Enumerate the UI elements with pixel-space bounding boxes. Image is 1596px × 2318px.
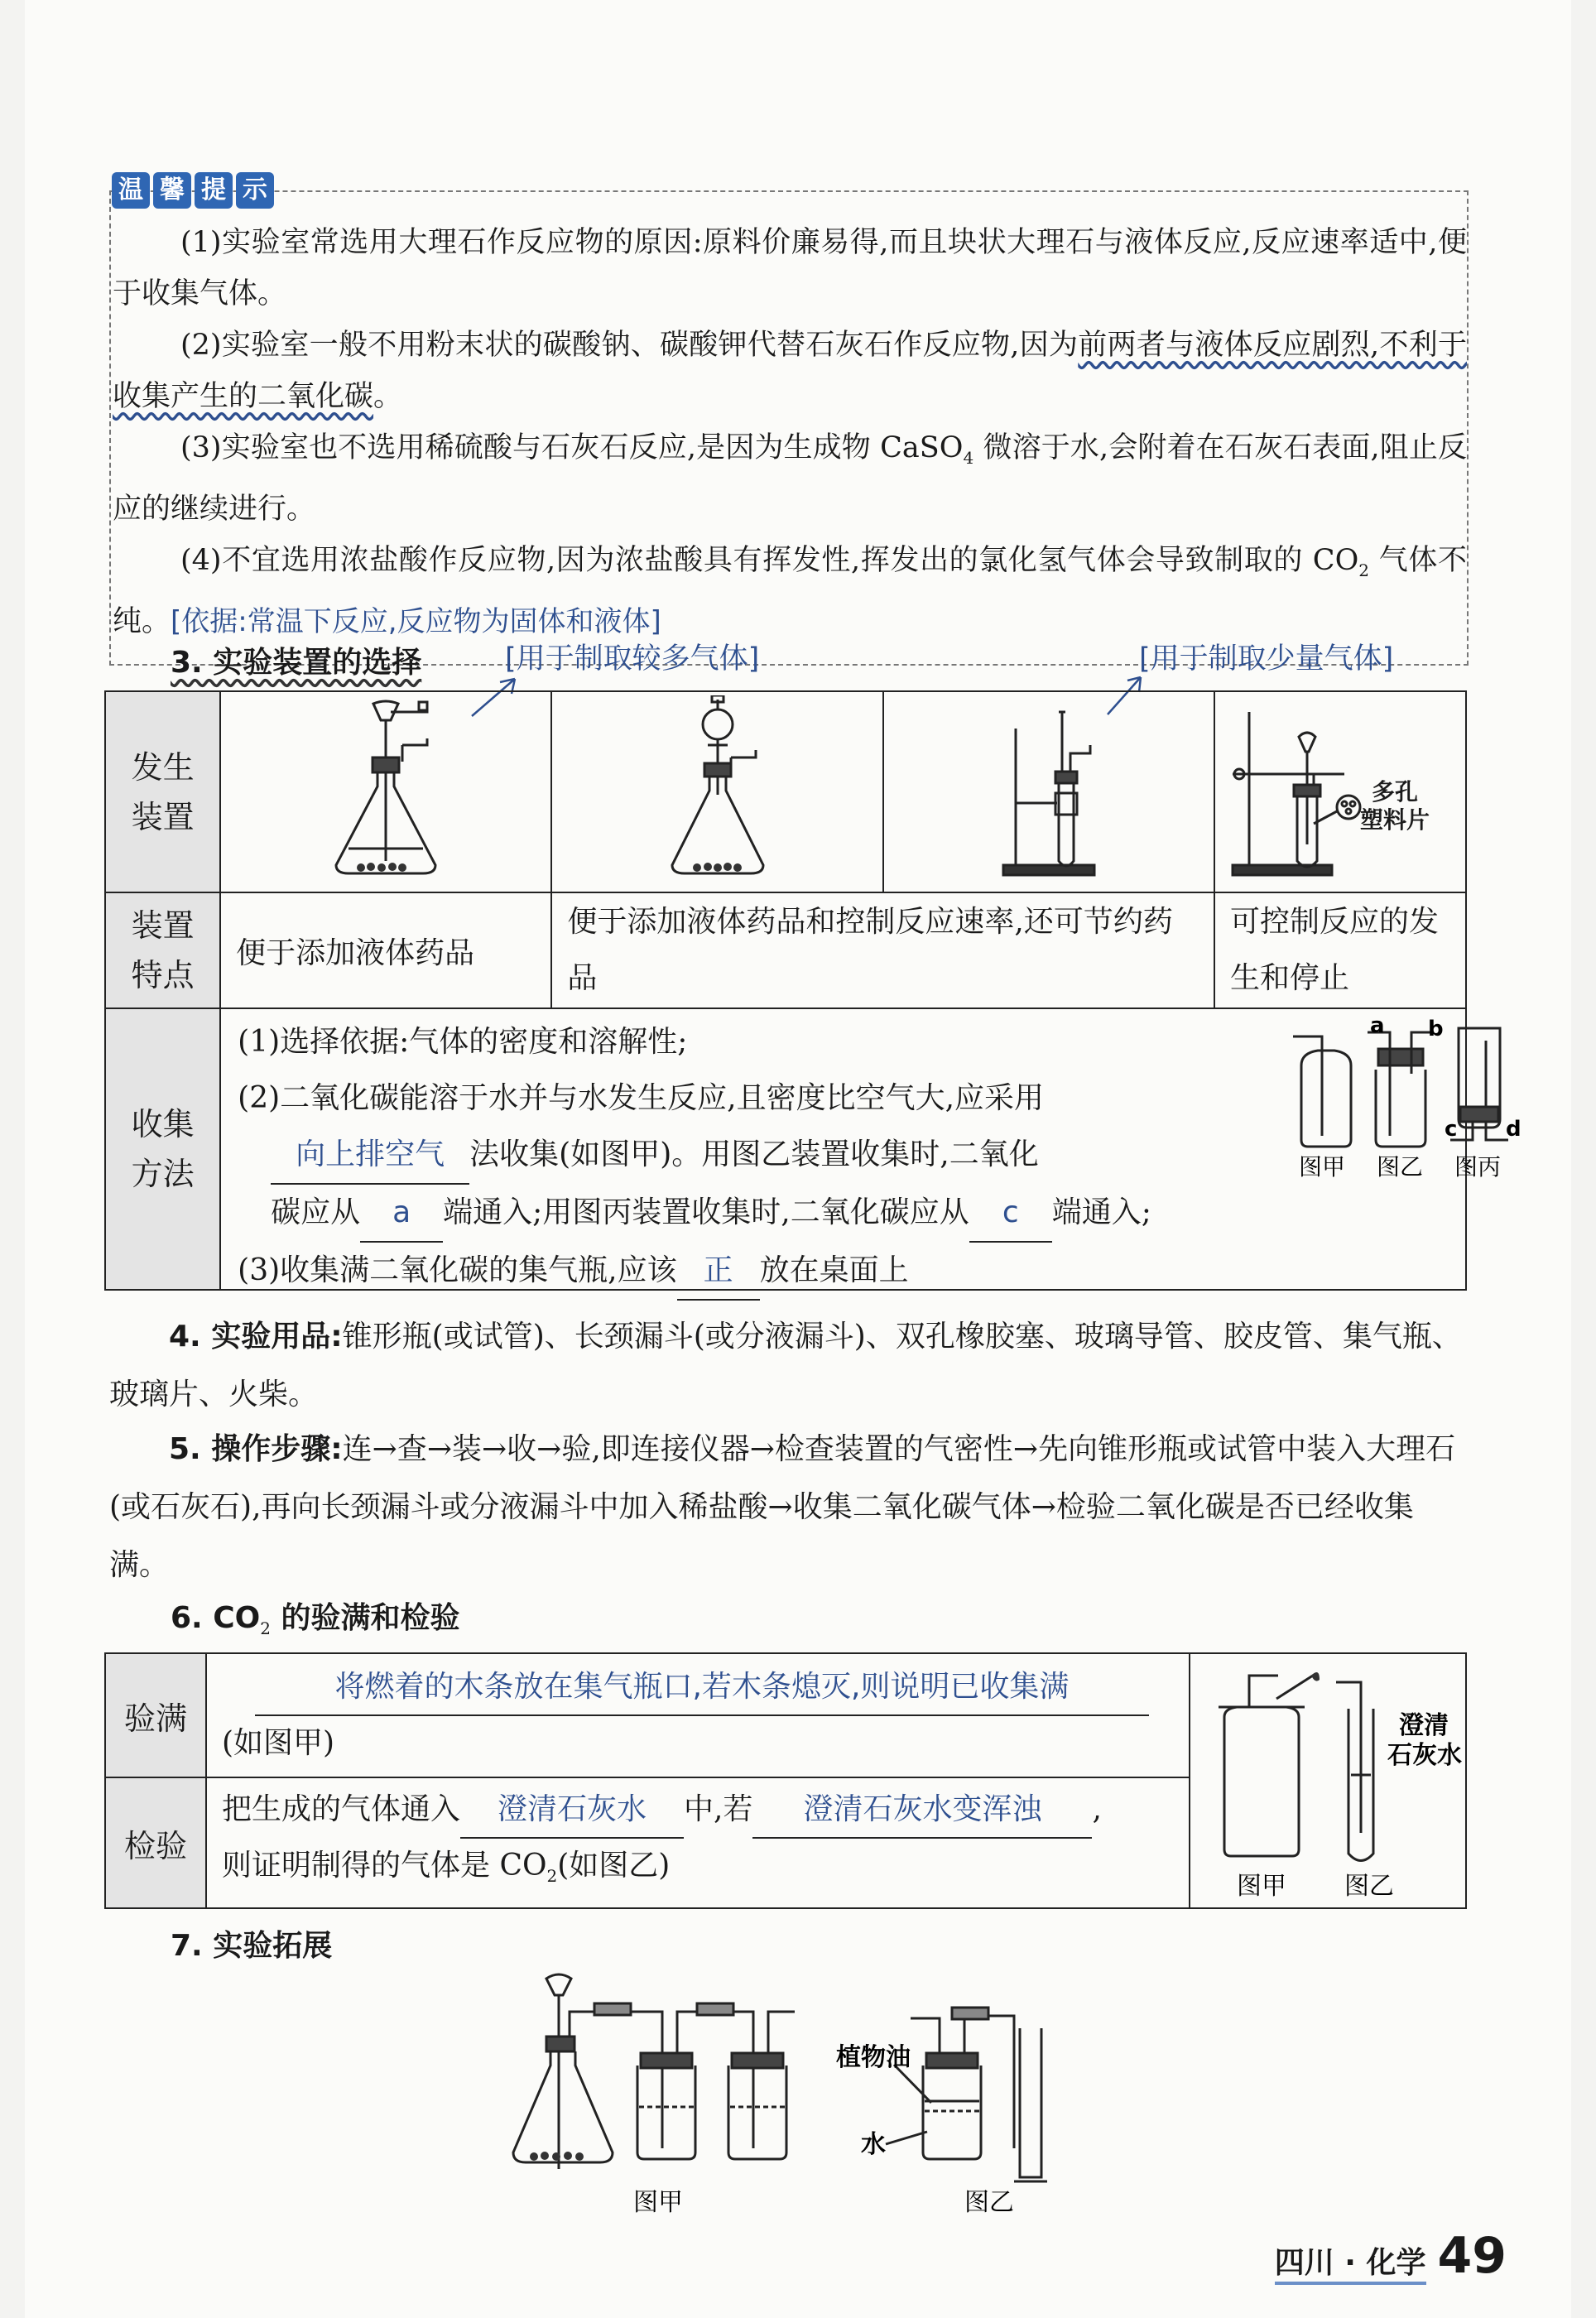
row-test-content — [206, 1777, 1190, 1908]
feature-2: 便于添加液体药品和控制反应速率,还可节约药品 — [551, 892, 1214, 1008]
tips-badge-char: 馨 — [153, 172, 191, 209]
section-7-title: 7. 实验拓展 — [171, 1929, 333, 1963]
section-3-title — [171, 639, 421, 681]
porous-plate-label: 多孔 塑料片 — [1360, 778, 1430, 834]
note-left: [用于制取较多气体] — [505, 642, 760, 676]
answer-port-c: c — [969, 1185, 1052, 1243]
test-r2d: 则证明制得的气体是 CO — [222, 1848, 547, 1883]
tips-p1: (1)实验室常选用大理石作反应物的原因:原料价廉易得,而且块状大理石与液体反应,反应速率适中,便于收集气体。 — [113, 226, 1467, 310]
answer-upward-air: 向上排空气 — [271, 1127, 469, 1185]
section-5 — [109, 1421, 1467, 1594]
fig-label: 图丙 — [1454, 1153, 1502, 1181]
footer-region: 四川 · 化学 — [1275, 2239, 1426, 2285]
answer-turbid: 澄清石灰水变浑浊 — [752, 1782, 1092, 1839]
answer-upright: 正 — [677, 1243, 760, 1301]
tips-badge-char: 提 — [195, 172, 233, 209]
section-5-title: 5. 操作步骤: — [169, 1432, 343, 1466]
test-line-1 — [222, 1782, 1174, 1839]
page-footer — [1275, 2227, 1507, 2285]
conical-flask-separatory-funnel-diagram — [635, 695, 800, 886]
collect-c3a: (3)收集满二氧化碳的集气瓶,应该 — [238, 1253, 677, 1287]
fig-label: 图乙 — [1344, 1872, 1394, 1899]
tips-p3 — [113, 422, 1467, 535]
collect-c3b: 放在桌面上 — [759, 1253, 909, 1287]
feature-3: 可控制反应的发生和停止 — [1214, 892, 1466, 1008]
tips-p4-note: [依据:常温下反应,反应物为固体和液体] — [171, 605, 661, 638]
fig-label: 图甲 — [1237, 1872, 1286, 1899]
row-test-head: 检验 — [105, 1777, 206, 1908]
tips-p4-text2: 气体不纯。 — [113, 544, 1467, 638]
section-4-title: 4. 实验用品: — [169, 1320, 343, 1354]
port-c: c — [1445, 1117, 1458, 1142]
expansion-diagram — [497, 1970, 1109, 2219]
row-full-head: 验满 — [105, 1653, 206, 1777]
apparatus-1 — [220, 691, 551, 892]
section-4-text: 锥形瓶(或试管)、长颈漏斗(或分液漏斗)、双孔橡胶塞、玻璃导管、胶皮管、集气瓶、玻璃片、火柴。 — [109, 1320, 1462, 1411]
water-label: 水 — [861, 2130, 886, 2159]
page-number: 49 — [1437, 2227, 1507, 2285]
apparatus-3 — [883, 691, 1214, 892]
port-b: b — [1428, 1017, 1444, 1041]
test-r2a: 把生成的气体通入 — [222, 1791, 461, 1826]
row-feature-head: 装置 特点 — [105, 892, 220, 1008]
port-a: a — [1370, 1016, 1385, 1038]
answer-limewater: 澄清石灰水 — [460, 1782, 684, 1839]
tips-p3-text: (3)实验室也不选用稀硫酸与石灰石反应,是因为生成物 CaSO — [180, 431, 964, 464]
section-3-title-text: 3. 实验装置的选择 — [171, 646, 422, 680]
collect-c2e: 端通入; — [1051, 1195, 1151, 1229]
row-full-content — [206, 1653, 1190, 1777]
collect-c2a: (2)二氧化碳能溶于水并与水发生反应,且密度比空气大,应采用 — [238, 1081, 1045, 1115]
co2-test-diagram — [1204, 1667, 1477, 1899]
section-4 — [109, 1308, 1467, 1424]
tips-p4 — [113, 535, 1467, 647]
fig-label: 图乙 — [1377, 1153, 1424, 1181]
feature-1: 便于添加液体药品 — [220, 892, 551, 1008]
tips-p3-sub: 4 — [963, 448, 974, 468]
collect-c3 — [238, 1243, 1223, 1301]
collect-c2c: 碳应从 — [271, 1195, 361, 1229]
test-r2sub: 2 — [546, 1866, 558, 1887]
section-5-text: 连→查→装→收→验,即连接仪器→检查装置的气密性→先向锥形瓶或试管中装入大理石(或石灰石),再向长颈漏斗或分液漏斗中加入稀盐酸→收集二氧化碳气体→检验二氧化碳是否已经收集满。 — [109, 1432, 1456, 1582]
full-answer-line — [222, 1660, 1174, 1716]
tips-badge — [112, 172, 274, 209]
note-right: [用于制取少量气体] — [1139, 642, 1394, 676]
fig-label: 图甲 — [1299, 1153, 1346, 1181]
answer-port-a: a — [360, 1185, 443, 1243]
tips-p3-text2: 微溶于水,会附着在石灰石表面,阻止反应的继续进行。 — [113, 431, 1467, 526]
tips-text — [113, 217, 1467, 647]
test-tube-stand-diagram — [966, 695, 1132, 886]
oil-label: 植物油 — [836, 2043, 911, 2072]
tips-p2-answer: 前两者与液体反应剧烈,不利于收集产生的二氧化碳 — [113, 329, 1467, 413]
test-diagram-cell — [1190, 1653, 1466, 1908]
collect-c1: (1)选择依据:气体的密度和溶解性; — [238, 1025, 688, 1059]
test-r2b: 中,若 — [684, 1791, 753, 1826]
test-r2e: (如图乙) — [557, 1848, 671, 1883]
tips-badge-char: 示 — [236, 172, 274, 209]
port-d: d — [1506, 1117, 1521, 1142]
answer-full-check: 将燃着的木条放在集气瓶口,若木条熄灭,则说明已收集满 — [255, 1660, 1149, 1716]
apparatus-table — [104, 690, 1521, 1291]
apparatus-4 — [1214, 691, 1466, 892]
row-generation-head: 发生 装置 — [105, 691, 220, 892]
section-6-title-a: 6. CO — [171, 1601, 261, 1635]
row-collect-head: 收集 方法 — [105, 1008, 220, 1290]
tips-badge-char: 温 — [112, 172, 150, 209]
tips-p4-text: (4)不宜选用浓盐酸作反应物,因为浓盐酸具有挥发性,挥发出的氯化氢气体会导致制取的 CO — [180, 544, 1359, 577]
collect-c2b: 法收集(如图甲)。用图乙装置收集时,二氧化 — [469, 1137, 1039, 1171]
lime-label-1: 澄清 — [1399, 1711, 1449, 1740]
section-6-title-sub: 2 — [260, 1618, 272, 1639]
tips-p4-sub: 2 — [1358, 560, 1369, 580]
test-r2c: , — [1092, 1791, 1102, 1826]
collect-c2-line3 — [238, 1185, 1223, 1243]
fig-label: 图乙 — [964, 2188, 1014, 2217]
lime-label-2: 石灰水 — [1387, 1741, 1462, 1770]
collect-cell — [220, 1008, 1521, 1290]
conical-flask-long-funnel-diagram — [303, 695, 469, 886]
apparatus-2 — [551, 691, 882, 892]
tips-p2-text: (2)实验室一般不用粉末状的碳酸钠、碳酸钾代替石灰石作反应物,因为 — [180, 329, 1079, 362]
tips-p2-end: 。 — [373, 380, 403, 413]
fig-label: 图甲 — [633, 2188, 683, 2217]
section-6-title — [171, 1594, 460, 1638]
full-tail: (如图甲) — [222, 1726, 335, 1760]
collect-text — [238, 1014, 1223, 1301]
collect-c2-line2 — [238, 1127, 1223, 1185]
tips-p2 — [113, 320, 1467, 422]
co2-test-table — [104, 1652, 1467, 1909]
test-line-2 — [222, 1839, 1174, 1903]
section-6-title-b: 的验满和检验 — [271, 1601, 460, 1635]
collection-methods-diagram — [1289, 1016, 1562, 1181]
collect-c2d: 端通入;用图丙装置收集时,二氧化碳应从 — [443, 1195, 969, 1229]
